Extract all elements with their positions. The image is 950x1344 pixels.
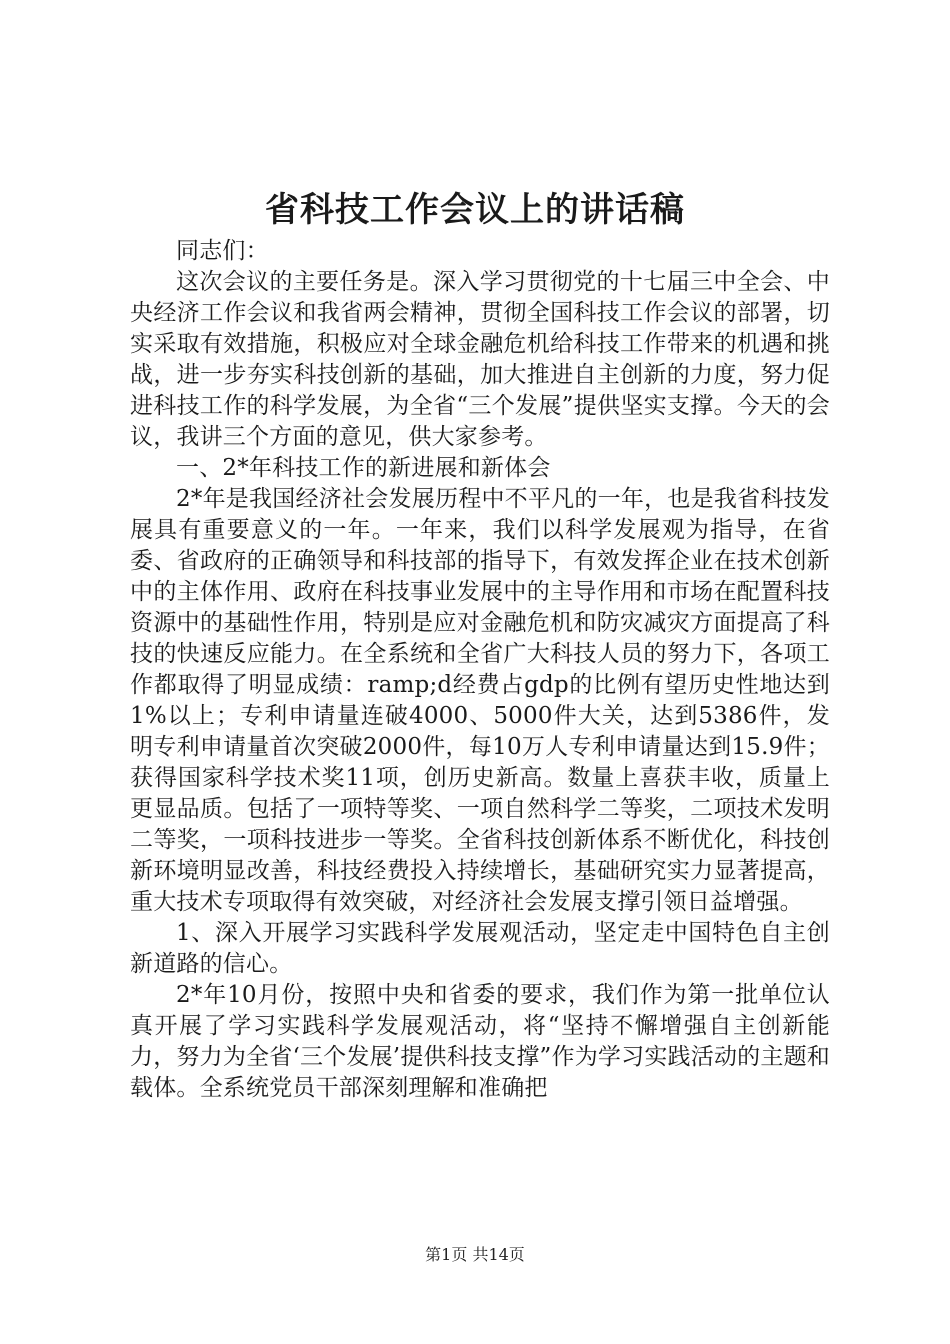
- section-heading: 一、2*年科技工作的新进展和新体会: [176, 455, 551, 481]
- activity-paragraph: 2*年10月份，按照中央和省委的要求，我们作为第一批单位认真开展了学习实践科学发展观活动，将“坚持不懈增强自主创新能力，努力为全省‘三个发展’提供科技支撑”作为学习实践活动的主题和载体。全系统党员干部深刻理解和准确把: [130, 982, 830, 1101]
- document-title: 省科技工作会议上的讲话稿: [265, 190, 685, 230]
- progress-paragraph: 2*年是我国经济社会发展历程中不平凡的一年，也是我省科技发展具有重要意义的一年。一年来，我们以科学发展观为指导，在省委、省政府的正确领导和科技部的指导下，有效发挥企业在技术创新中的主体作用、政府在科技事业发展中的主导作用和市场在配置科技资源中的基础性作用，特别是应对金融危机和防灾减灾方面提高了科技的快速反应能力。在全系统和全省广大科技人员的努力下，各项工作都取得了明显成绩：ramp;d经费占gdp的比例有望历史性地达到1%以上；专利申请量连破4000、5000件大关，达到5386件，发明专利申请量首次突破2000件，每10万人专利申请量达到15.9件；获得国家科学技术奖11项，创历史新高。数量上喜获丰收，质量上更显品质。包括了一项特等奖、一项自然科学二等奖，二项技术发明二等奖，一项科技进步一等奖。全省科技创新体系不断优化，科技创新环境明显改善，科技经费投入持续增长，基础研究实力显著提高，重大技术专项取得有效突破，对经济社会发展支撑引领日益增强。: [130, 486, 830, 915]
- salutation-paragraph: 同志们：: [176, 238, 269, 264]
- subsection-heading: 1、深入开展学习实践科学发展观活动，坚定走中国特色自主创新道路的信心。: [130, 920, 830, 977]
- intro-paragraph: 这次会议的主要任务是。深入学习贯彻党的十七届三中全会、中央经济工作会议和我省两会精神，贯彻全国科技工作会议的部署，切实采取有效措施，积极应对全球金融危机给科技工作带来的机遇和挑战，进一步夯实科技创新的基础，加大推进自主创新的力度，努力促进科技工作的科学发展，为全省“三个发展”提供坚实支撑。今天的会议，我讲三个方面的意见，供大家参考。: [130, 269, 830, 450]
- document-body: [130, 236, 830, 1104]
- page-number-footer: 第1页 共14页: [425, 1245, 525, 1264]
